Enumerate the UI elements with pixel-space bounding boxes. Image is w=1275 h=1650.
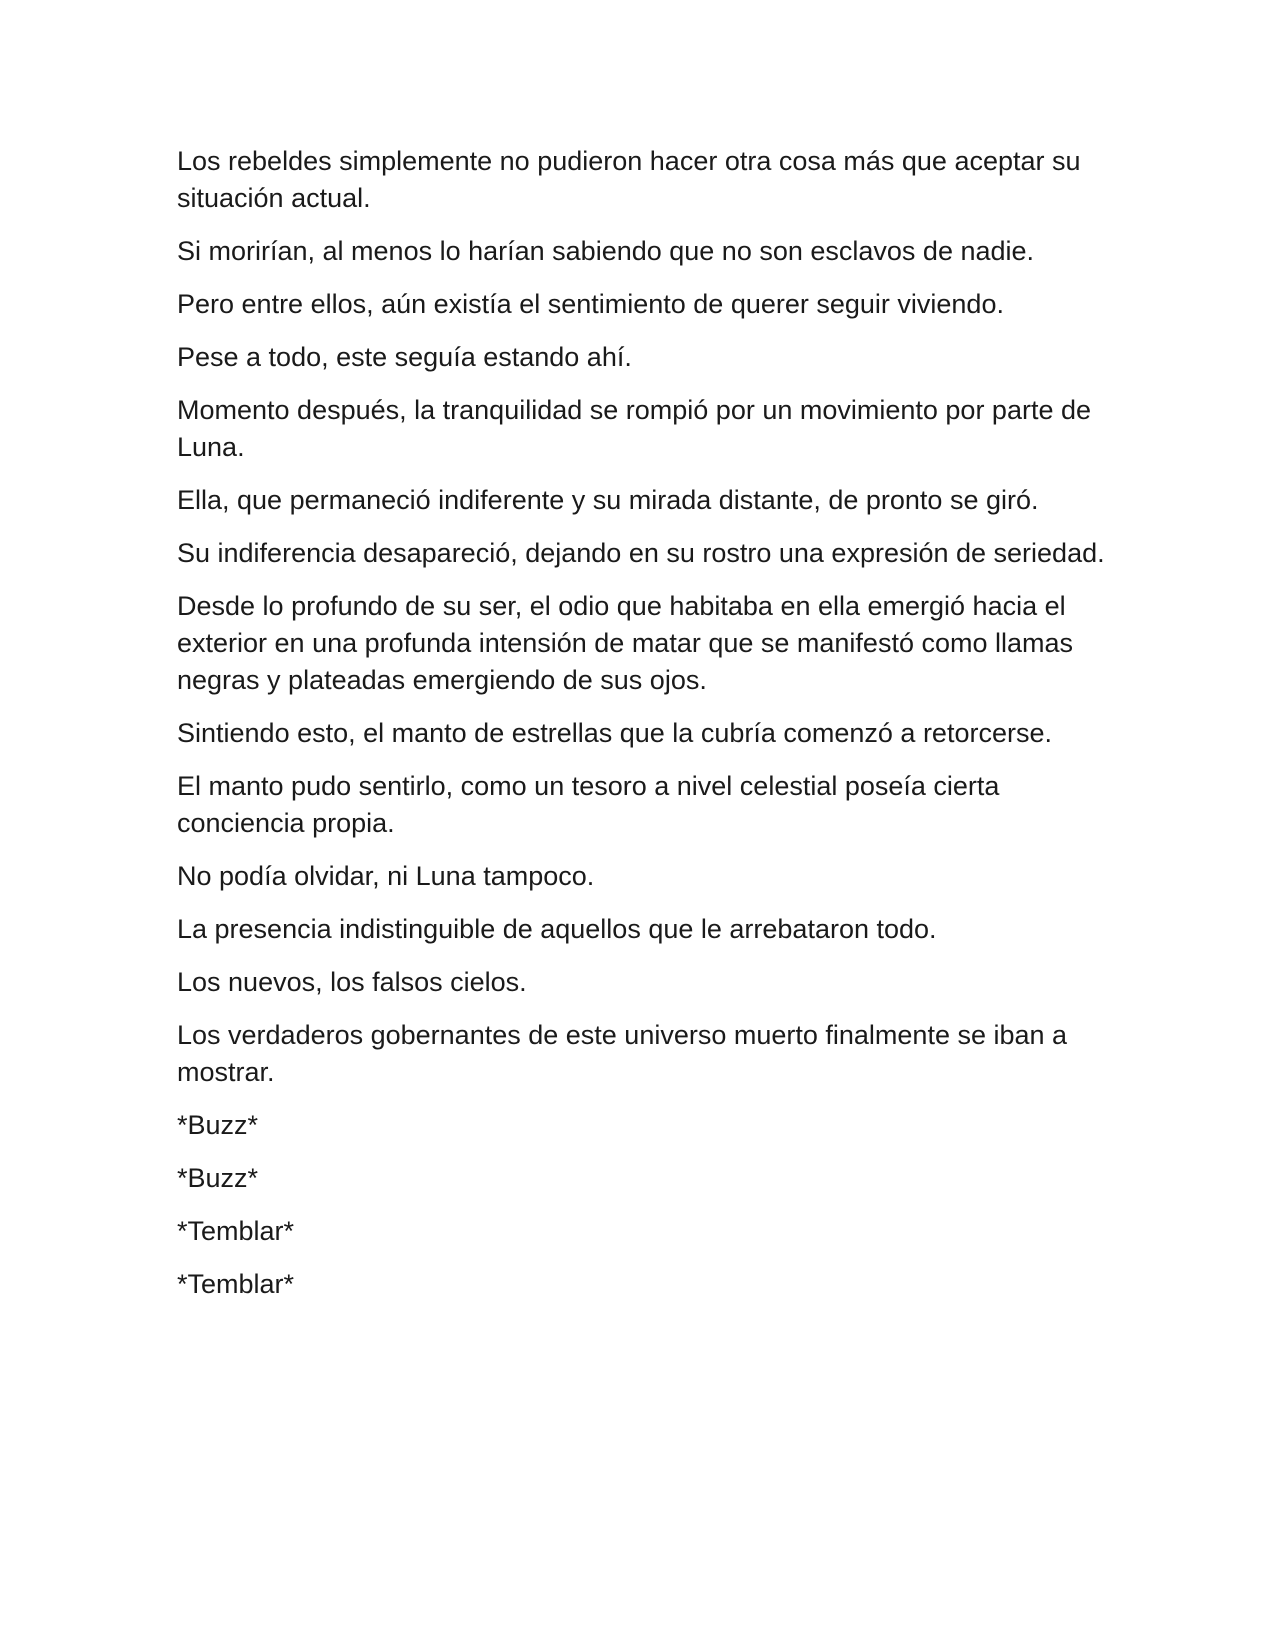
paragraph: *Temblar* — [177, 1269, 295, 1299]
paragraph: Pero entre ellos, aún existía el sentimiento de querer seguir viviendo. — [177, 289, 1004, 319]
paragraph: Momento después, la tranquilidad se rompió por un movimiento por parte de Luna. — [177, 395, 1092, 462]
paragraph: Ella, que permaneció indiferente y su mirada distante, de pronto se giró. — [177, 485, 1039, 515]
paragraph: *Buzz* — [177, 1110, 259, 1140]
paragraph: Desde lo profundo de su ser, el odio que habitaba en ella emergió hacia el exterior en una profunda intensión de matar que se manifestó como llamas negras y plateadas emergiendo de sus ojos. — [177, 591, 1074, 695]
paragraph: Si morirían, al menos lo harían sabiendo que no son esclavos de nadie. — [177, 236, 1035, 266]
paragraph: Los nuevos, los falsos cielos. — [177, 967, 527, 997]
paragraph: Sintiendo esto, el manto de estrellas que la cubría comenzó a retorcerse. — [177, 718, 1052, 748]
paragraph: La presencia indistinguible de aquellos que le arrebataron todo. — [177, 914, 937, 944]
document-body — [177, 143, 1107, 1319]
paragraph: *Temblar* — [177, 1216, 295, 1246]
paragraph: *Buzz* — [177, 1163, 259, 1193]
paragraph: Su indiferencia desapareció, dejando en su rostro una expresión de seriedad. — [177, 538, 1105, 568]
paragraph: Los rebeldes simplemente no pudieron hacer otra cosa más que aceptar su situación actual. — [177, 146, 1081, 213]
paragraph: Los verdaderos gobernantes de este universo muerto finalmente se iban a mostrar. — [177, 1020, 1068, 1087]
paragraph: El manto pudo sentirlo, como un tesoro a nivel celestial poseía cierta conciencia propia. — [177, 771, 1000, 838]
paragraph: Pese a todo, este seguía estando ahí. — [177, 342, 632, 372]
paragraph: No podía olvidar, ni Luna tampoco. — [177, 861, 595, 891]
